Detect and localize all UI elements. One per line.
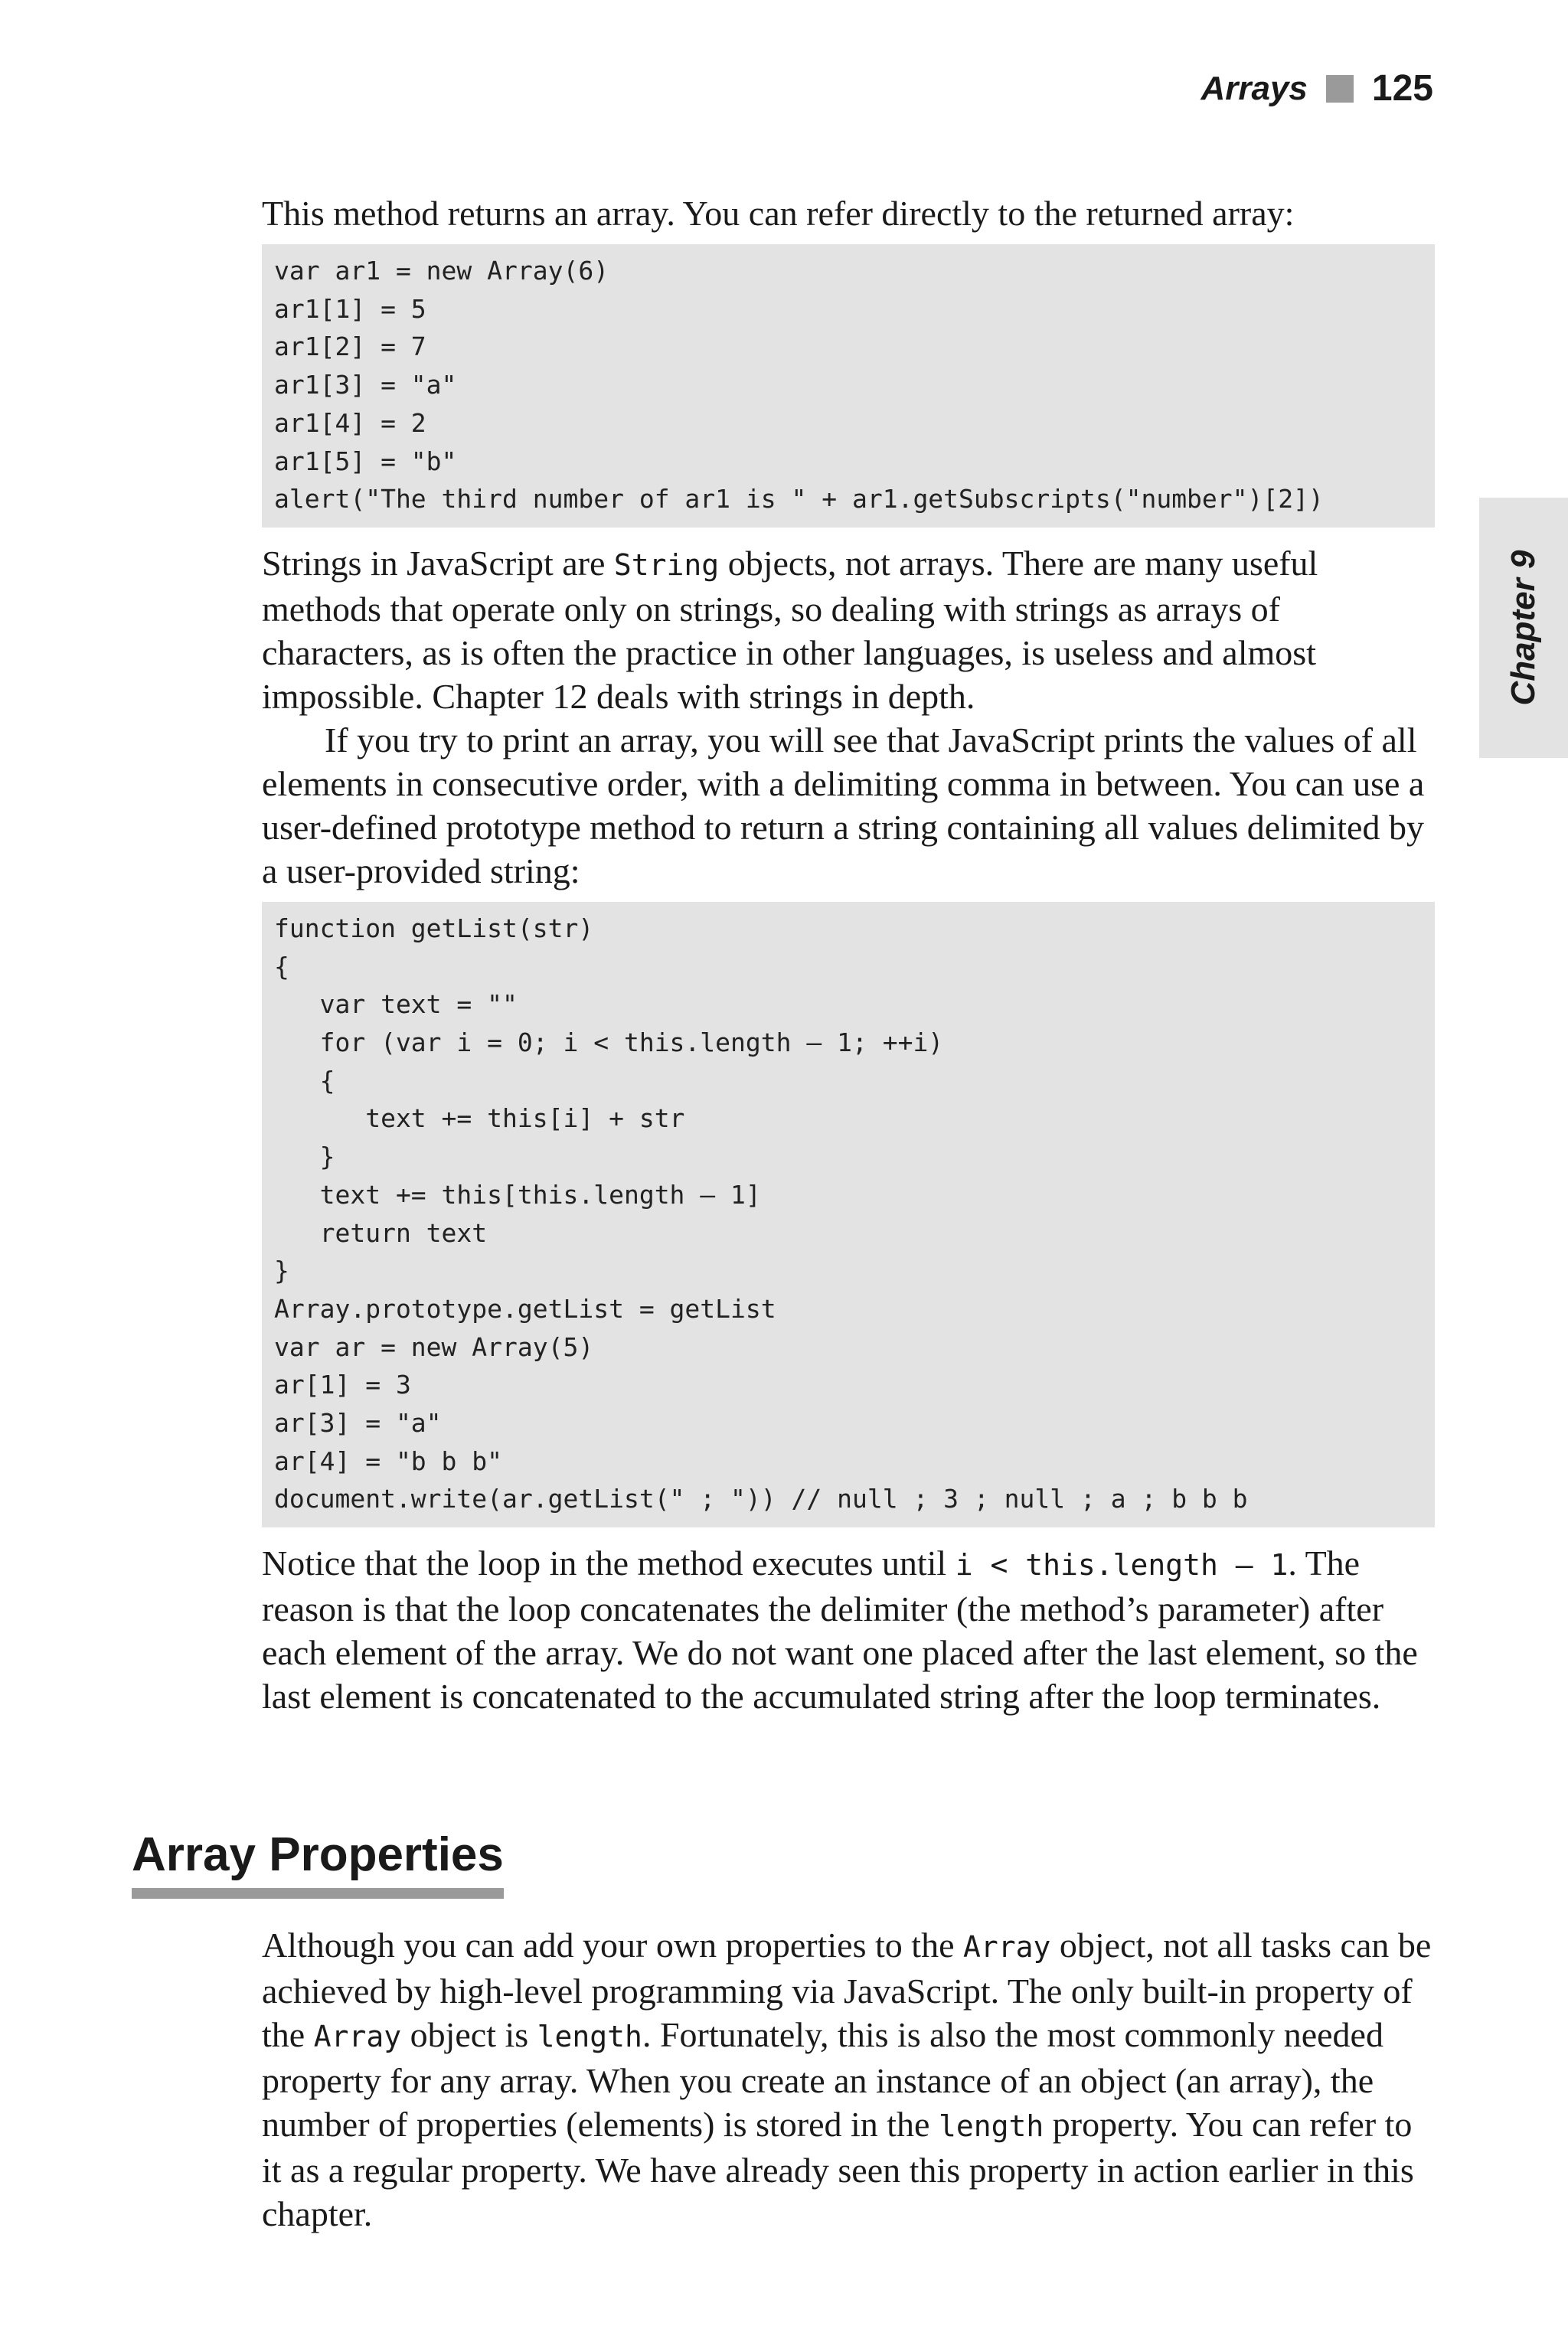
code-line: var text = "": [274, 989, 518, 1020]
section-content: [262, 1923, 1435, 2236]
paragraph-2-text-b: objects, not arrays. There are many useful methods that operate only on strings, so dealing with strings as arrays of characters, as is often the practice in other languages, is useless and almost impossible. Chapter 12 deals with strings in depth.: [262, 543, 1318, 716]
inline-code-length: length: [537, 2020, 642, 2053]
code-line: document.write(ar.getList(" ; ")) // null ; 3 ; null ; a ; b b b: [274, 1484, 1248, 1514]
chapter-tab: [1479, 498, 1568, 758]
code-line: var ar1 = new Array(6): [274, 256, 609, 286]
paragraph-3: If you try to print an array, you will see that JavaScript prints the values of all elements in consecutive order, with a delimiting comma in between. You can use a user-defined prototype method to return a string containing all values delimited by a user-provided string:: [262, 720, 1425, 890]
paragraph-4-text-b: . The reason is that the loop concatenates the delimiter (the method’s parameter) after each element of the array. We do not want one placed after the last element, so the last element is concatenated to the accumulated string after the loop terminates.: [262, 1544, 1418, 1717]
inline-code-string: String: [613, 547, 720, 582]
code-line: ar[1] = 3: [274, 1370, 411, 1400]
square-icon: [1326, 75, 1354, 103]
code-line: for (var i = 0; i < this.length – 1; ++i): [274, 1027, 944, 1058]
code-line: text += this[this.length – 1]: [274, 1179, 761, 1210]
page-number: 125: [1371, 68, 1433, 109]
paragraph-5-text-c: object is: [401, 2015, 537, 2054]
paragraph-5-text-a: Although you can add your own properties to the: [262, 1926, 963, 1965]
code-block-1: [262, 244, 1435, 528]
paragraph-4-text-a: Notice that the loop in the method executes until: [262, 1544, 956, 1583]
section-heading-wrap: [132, 1824, 504, 1899]
code-line: function getList(str): [274, 913, 594, 943]
code-line: ar1[3] = "a": [274, 370, 457, 400]
code-line: alert("The third number of ar1 is " + ar1.getSubscripts("number")[2]): [274, 484, 1324, 514]
inline-code-array: Array: [313, 2020, 402, 2053]
code-line: {: [274, 1065, 335, 1096]
code-line: ar1[1] = 5: [274, 293, 426, 324]
code-line: return text: [274, 1217, 488, 1248]
inline-code-array: Array: [962, 1930, 1051, 1964]
code-line: Array.prototype.getList = getList: [274, 1293, 776, 1324]
code-line: {: [274, 951, 289, 982]
paragraph-1: This method returns an array. You can refer directly to the returned array:: [262, 194, 1295, 233]
code-line: }: [274, 1256, 289, 1286]
paragraph-5-text-e: property. You can refer to it as a regular property. We have already seen this property in action earlier in this chapter.: [262, 2105, 1414, 2233]
section-heading: Array Properties: [132, 1824, 504, 1899]
paragraph-5-text-b: object, not all tasks can be achieved by high-level programming via JavaScript. The only built-in property of the: [262, 1926, 1432, 2054]
paragraph-2-text-a: Strings in JavaScript are: [262, 543, 614, 583]
main-content: [262, 191, 1435, 1718]
code-line: text += this[i] + str: [274, 1103, 685, 1134]
paragraph-4: [262, 1541, 1435, 1718]
code-line: ar[4] = "b b b": [274, 1446, 503, 1476]
running-head: [1200, 67, 1433, 109]
paragraph-5: [262, 1923, 1435, 2236]
code-line: ar[3] = "a": [274, 1408, 442, 1439]
code-line: ar1[5] = "b": [274, 446, 457, 476]
code-line: }: [274, 1142, 335, 1172]
running-head-section: Arrays: [1200, 69, 1308, 107]
code-line: var ar = new Array(5): [274, 1331, 594, 1362]
paragraph-2: [262, 541, 1435, 718]
inline-code-length: length: [938, 2109, 1044, 2143]
code-block-2: [262, 902, 1435, 1527]
code-line: ar1[2] = 7: [274, 332, 426, 362]
chapter-tab-label: Chapter 9: [1504, 550, 1542, 706]
paragraph-5-text-d: . Fortunately, this is also the most commonly needed property for any array. When you create an instance of an object (an array), the number of properties (elements) is stored in the: [262, 2015, 1383, 2144]
code-line: ar1[4] = 2: [274, 407, 426, 438]
inline-code-condition: i < this.length – 1: [955, 1548, 1289, 1583]
